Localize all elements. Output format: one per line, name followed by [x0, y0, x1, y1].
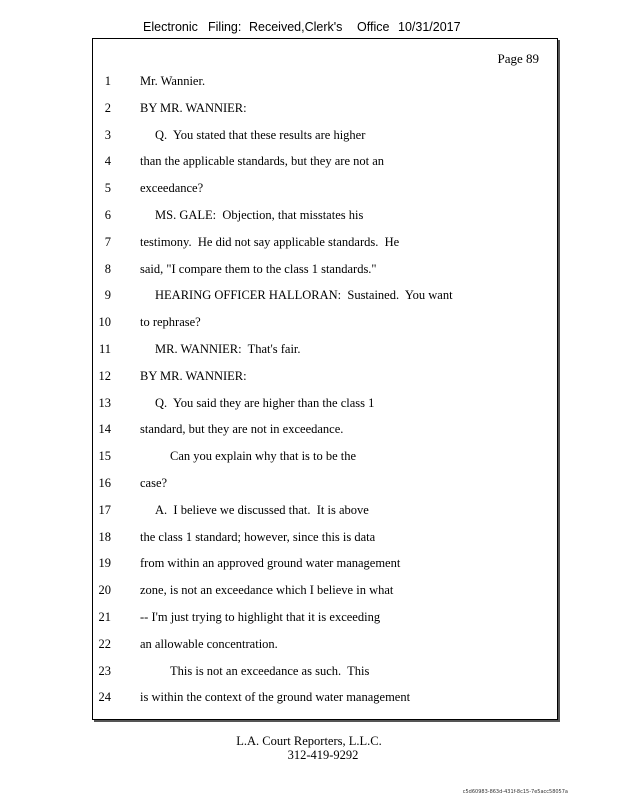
line-number: 7	[104, 234, 111, 249]
header-filing: Filing:	[208, 20, 242, 34]
line-text: the class 1 standard; however, since this is data	[140, 529, 376, 544]
line-number: 21	[98, 610, 111, 624]
line-number: 24	[98, 690, 111, 705]
line-text: zone, is not an exceedance which I believe in what	[140, 583, 394, 598]
line-text: This is not an exceedance as such. This	[170, 663, 370, 678]
document-id: c5d60983-863d-431f-8c15-7e5acc58057a	[462, 789, 568, 795]
line-number: 17	[98, 502, 111, 517]
line-text: standard, but they are not in exceedance.	[140, 422, 344, 437]
transcript-line	[93, 396, 553, 414]
line-number: 2	[104, 100, 111, 115]
line-number: 10	[98, 315, 111, 330]
line-number: 23	[98, 663, 111, 678]
transcript-line	[93, 181, 553, 199]
transcript-line	[93, 637, 553, 655]
line-text: Q. You said they are higher than the class 1	[155, 395, 375, 410]
transcript-line	[93, 154, 553, 172]
line-number: 14	[98, 422, 111, 437]
transcript-line	[93, 208, 553, 226]
line-text: BY MR. WANNIER:	[140, 100, 247, 115]
transcript-line	[93, 342, 553, 360]
line-text: MS. GALE: Objection, that misstates his	[155, 208, 364, 222]
line-text: case?	[140, 476, 168, 490]
line-number: 12	[98, 368, 111, 383]
transcript-line	[93, 583, 553, 601]
line-text: than the applicable standards, but they are not an	[140, 154, 385, 169]
line-text: BY MR. WANNIER:	[140, 368, 247, 383]
transcript-line	[93, 369, 553, 387]
transcript-line	[93, 235, 553, 253]
transcript-line	[93, 74, 553, 92]
line-number: 22	[98, 636, 111, 651]
line-text: HEARING OFFICER HALLORAN: Sustained. You want	[155, 288, 453, 303]
line-text: MR. WANNIER: That's fair.	[155, 342, 301, 356]
footer-company: L.A. Court Reporters, L.L.C.	[236, 734, 382, 748]
line-number: 13	[98, 395, 111, 410]
line-text: is within the context of the ground water management	[140, 690, 411, 705]
line-number: 18	[98, 529, 111, 544]
footer	[0, 734, 618, 762]
line-number: 4	[104, 154, 111, 169]
line-number: 8	[104, 261, 111, 276]
line-text: to rephrase?	[140, 315, 201, 330]
line-number: 11	[98, 342, 111, 356]
line-text: said, "I compare them to the class 1 standards."	[140, 261, 377, 276]
line-text: testimony. He did not say applicable standards. He	[140, 234, 400, 249]
line-text: an allowable concentration.	[140, 636, 278, 651]
line-text: Mr. Wannier.	[140, 74, 206, 88]
header-office: Office	[357, 20, 390, 34]
header-date: 10/31/2017	[398, 20, 461, 34]
line-text: A. I believe we discussed that. It is above	[155, 502, 369, 517]
line-number: 19	[98, 556, 111, 571]
line-text: from within an approved ground water management	[140, 556, 401, 571]
transcript-page	[92, 38, 558, 720]
transcript-line	[93, 556, 553, 574]
page-number: Page 89	[497, 51, 539, 66]
line-number: 15	[98, 449, 111, 464]
transcript-line	[93, 288, 553, 306]
transcript-line	[93, 262, 553, 280]
transcript-line	[93, 128, 553, 146]
transcript-line	[93, 315, 553, 333]
line-number: 16	[98, 476, 111, 490]
line-number: 1	[104, 74, 111, 88]
transcript-line	[93, 664, 553, 682]
transcript-line	[93, 476, 553, 494]
footer-phone: 312-419-9292	[287, 748, 359, 762]
header-received: Received,Clerk's	[249, 20, 343, 34]
line-text: Can you explain why that is to be the	[170, 449, 357, 464]
line-number: 6	[104, 208, 111, 222]
line-text: -- I'm just trying to highlight that it is exceeding	[140, 610, 381, 624]
transcript-line	[93, 503, 553, 521]
line-text: Q. You stated that these results are higher	[155, 127, 366, 142]
transcript-line	[93, 610, 553, 628]
transcript-line	[93, 422, 553, 440]
line-text: exceedance?	[140, 181, 204, 196]
transcript-line	[93, 101, 553, 119]
line-number: 20	[98, 583, 111, 598]
line-number: 5	[104, 181, 111, 196]
line-number: 3	[104, 127, 111, 142]
transcript-line	[93, 690, 553, 708]
transcript-line	[93, 530, 553, 548]
header-electronic: Electronic	[143, 20, 198, 34]
filing-header	[0, 20, 618, 36]
transcript-line	[93, 449, 553, 467]
line-number: 9	[104, 288, 111, 303]
